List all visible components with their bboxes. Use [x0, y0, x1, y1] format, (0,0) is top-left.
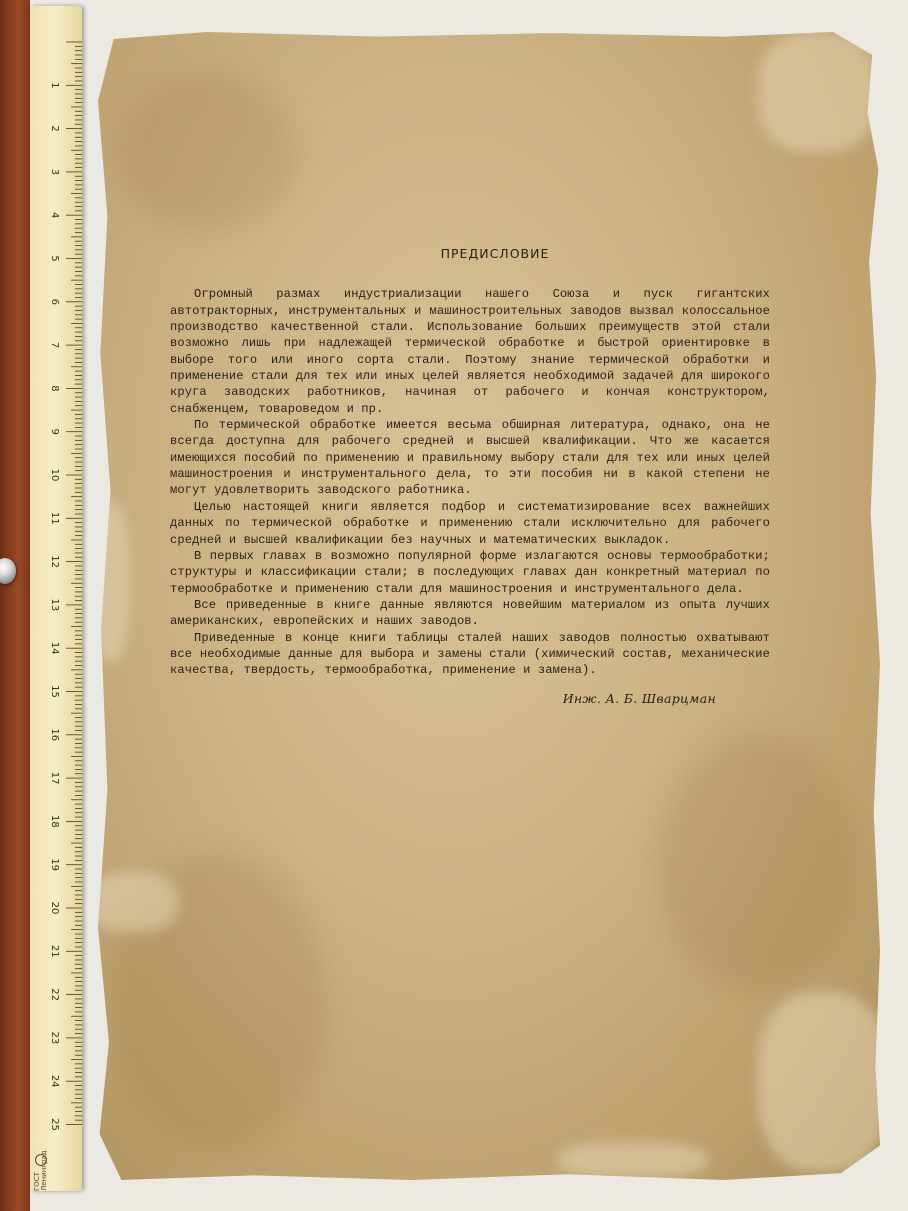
torn-edge	[758, 32, 878, 152]
ruler-number: 25	[49, 1118, 60, 1131]
ruler-number: 22	[49, 988, 60, 1001]
ruler-number: 10	[49, 468, 60, 482]
torn-edge	[90, 502, 130, 662]
ruler-number: 3	[49, 168, 60, 176]
ruler-number: 6	[49, 298, 60, 305]
paper-stain	[118, 72, 298, 232]
paper-stain	[658, 732, 858, 992]
ruler-number: 23	[49, 1031, 60, 1045]
ruler-number: 16	[49, 728, 60, 742]
ruler-number: 13	[49, 598, 60, 612]
preface-paragraph: В первых главах в возможно популярной форме излагаются основы термообработки; структуры и классификации стали; в последующих главах дан конкретный материал по термообработке и применению стали для машиностроения и инструментального дела.	[170, 548, 770, 596]
ruler-number: 14	[49, 641, 60, 655]
preface-paragraph: По термической обработке имеется весьма обширная литература, однако, она не всегда доступна для рабочего средней и высшей квалификации. Что же касается имеющихся пособий по применению и правильному выбору стали для тех или иных целей машиностроения и инструментального дела, то эти пособия ни в какой степени не могут удовлетворить заводского работника.	[170, 418, 770, 498]
author-signature: Инж. А. Б. Шварцман	[562, 690, 716, 706]
ruler-number: 9	[49, 428, 60, 435]
preface-paragraph: Целью настоящей книги является подбор и систематизирование всех важнейших данных по термической обработке и применению стали исключительно для рабочего средней и высшей квалификации без научных и математических выкладок.	[170, 499, 770, 547]
torn-edge	[758, 992, 888, 1172]
ruler-number: 8	[49, 385, 60, 392]
ruler-number: 17	[49, 771, 60, 785]
preface-paragraph: Все приведенные в книге данные являются новейшим материалом из опыта лучших американских, европейских и наших заводов.	[170, 597, 770, 629]
ruler-number: 2	[49, 125, 60, 132]
ruler-number: 21	[49, 944, 60, 958]
ruler-number: 15	[49, 685, 60, 698]
measuring-ruler	[30, 6, 82, 1191]
preface-heading: ПРЕДИСЛОВИЕ	[440, 246, 550, 261]
preface-paragraph: Огромный размах индустриализации нашего Союза и пуск гигантских автотракторных, инструментальных и машиностроительных заводов вызвал колоссальное производство качественной стали. Использование больших преимуществ этой стали возможно лишь при надлежащей термической обработке и быстрой ориентировке в выборе того или иного сорта стали. Поэтому знание термической обработки и применение стали для тех или иных целей является необходимой задачей для широкого круга заводских работников, начиная от рабочего и кончая конструктором, снабженцем, товароведом и пр.	[170, 287, 770, 416]
torn-edge	[88, 872, 178, 932]
ruler-number: 1	[49, 82, 60, 89]
wooden-table	[0, 0, 30, 1211]
ruler-number: 20	[49, 901, 60, 915]
ruler-number: 4	[49, 212, 60, 219]
ruler-maker-mark: ГОСТ Ленинград	[33, 1150, 48, 1191]
ruler-number: 24	[49, 1074, 60, 1088]
preface-paragraph: Приведенные в конце книги таблицы сталей наших заводов полностью охватывают все необходимые данные для выбора и замены стали (химический состав, механические качества, твердость, термообработка, применение и замена).	[170, 630, 770, 678]
ruler-number: 7	[49, 341, 60, 349]
ruler-number: 11	[49, 511, 60, 525]
ruler-number: 19	[49, 858, 60, 872]
ruler-number: 12	[49, 555, 60, 568]
ruler-scale	[30, 6, 82, 1191]
torn-edge	[558, 1142, 708, 1178]
ruler-number: 18	[49, 815, 60, 828]
ruler-number: 5	[49, 255, 60, 262]
preface-text	[170, 246, 770, 707]
